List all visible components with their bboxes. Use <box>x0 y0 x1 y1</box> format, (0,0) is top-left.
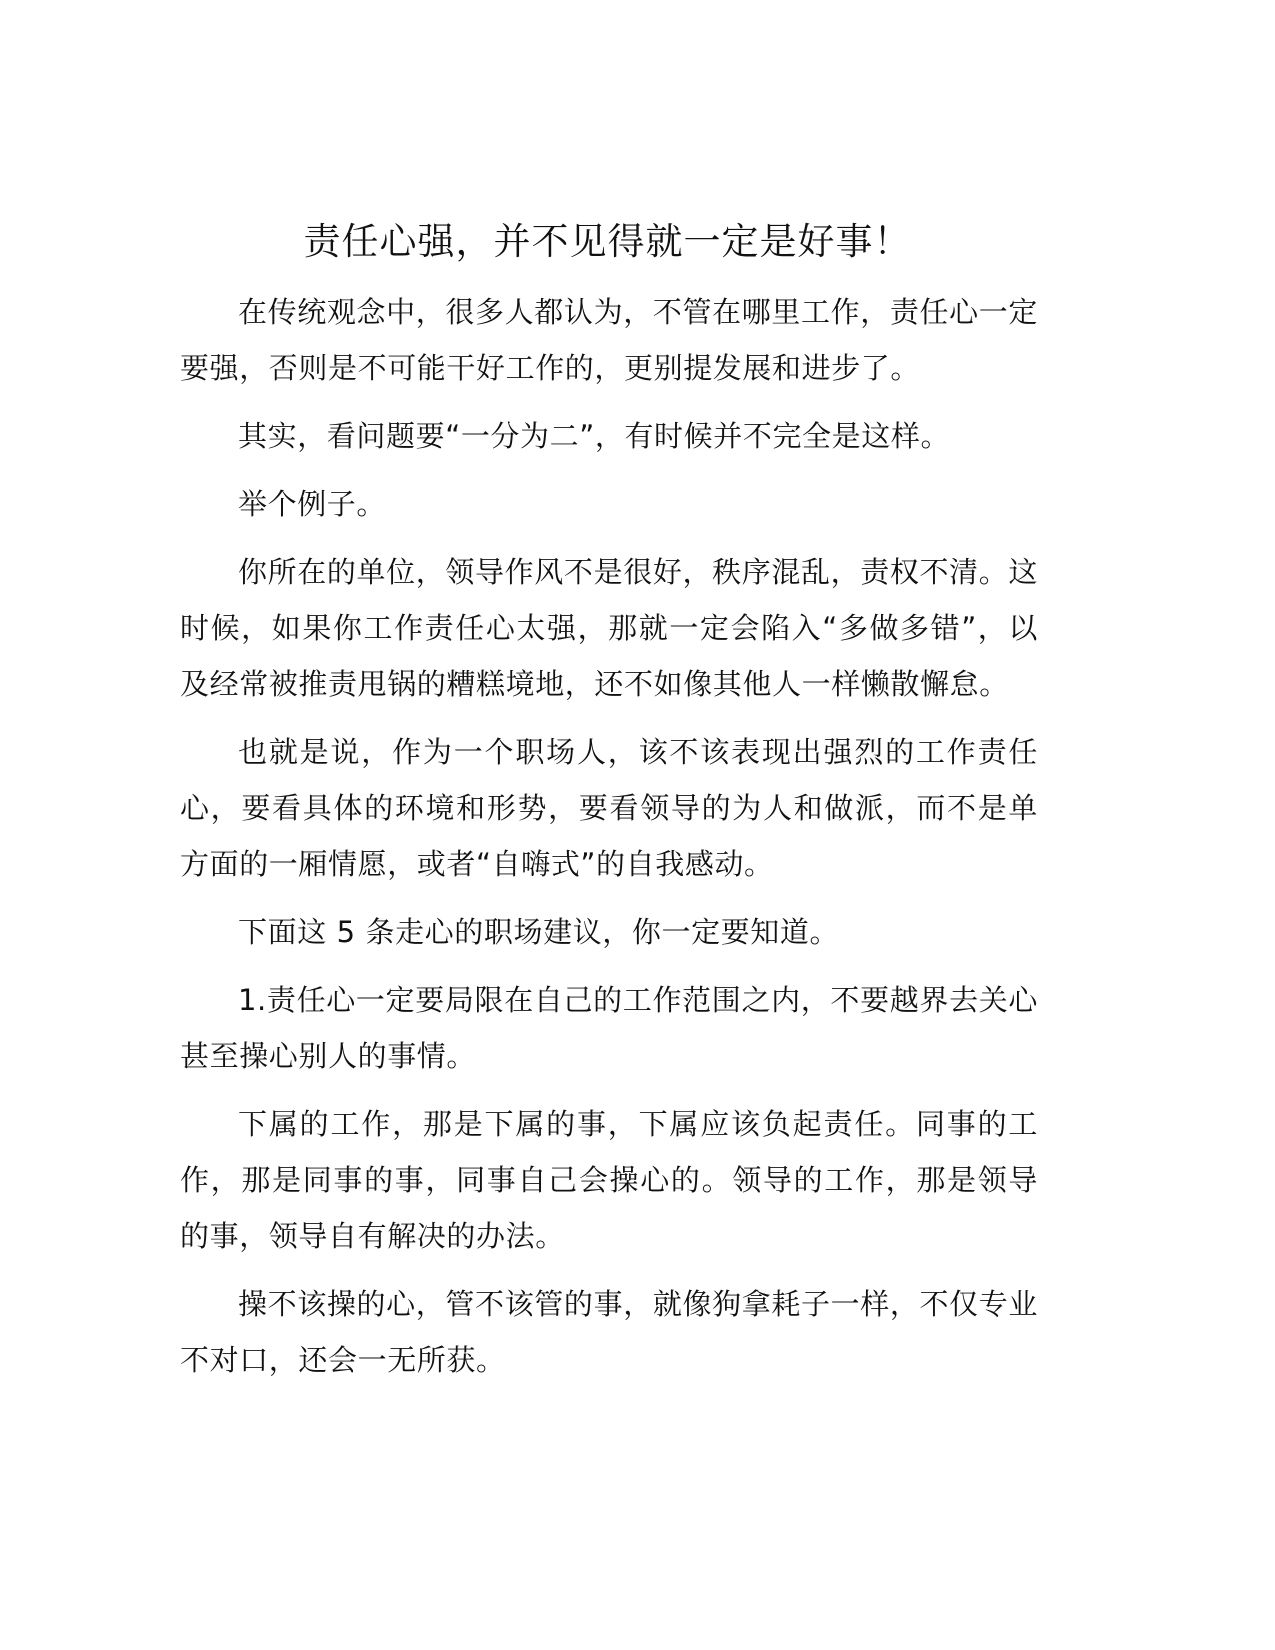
paragraph-3: 举个例子。 <box>238 487 387 521</box>
paragraph-9: 操不该操的心，管不该管的事，就像狗拿耗子一样，不仅专业不对口，还会一无所获。 <box>180 1287 1038 1377</box>
paragraph-7: 1.责任心一定要局限在自己的工作范围之内，不要越界去关心甚至操心别人的事情。 <box>180 983 1038 1073</box>
paragraph-1: 在传统观念中，很多人都认为，不管在哪里工作，责任心一定要强，否则是不可能干好工作的，更别提发展和进步了。 <box>180 295 1038 385</box>
document-title: 责任心强，并不见得就一定是好事！ <box>303 220 912 263</box>
paragraph-8: 下属的工作，那是下属的事，下属应该负起责任。同事的工作，那是同事的事，同事自己会操心的。领导的工作，那是领导的事，领导自有解决的办法。 <box>180 1107 1038 1253</box>
paragraph-4: 你所在的单位，领导作风不是很好，秩序混乱，责权不清。这时候，如果你工作责任心太强，那就一定会陷入“多做多错”，以及经常被推责甩锅的糟糕境地，还不如像其他人一样懒散懈怠。 <box>180 555 1038 701</box>
paragraph-5: 也就是说，作为一个职场人，该不该表现出强烈的工作责任心，要看具体的环境和形势，要看领导的为人和做派，而不是单方面的一厢情愿，或者“自嗨式”的自我感动。 <box>180 735 1038 881</box>
document-body <box>180 284 1038 1400</box>
paragraph-6: 下面这 5 条走心的职场建议，你一定要知道。 <box>238 915 840 949</box>
paragraph-2: 其实，看问题要“一分为二”，有时候并不完全是这样。 <box>238 419 951 453</box>
